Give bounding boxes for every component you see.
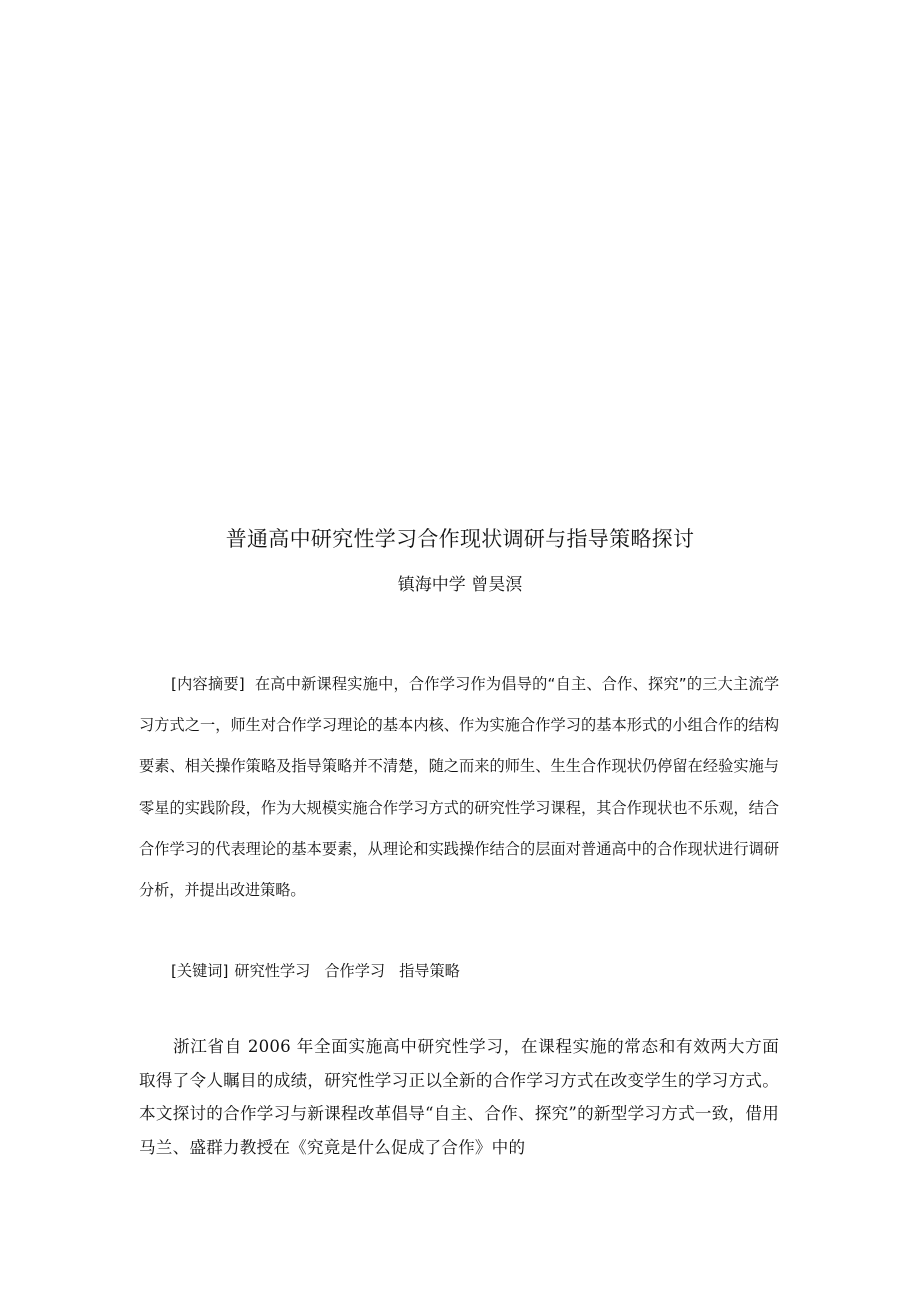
keyword-item: 合作学习	[324, 962, 386, 980]
keyword-item: 指导策略	[399, 962, 460, 980]
abstract-text: 在高中新课程实施中，合作学习作为倡导的“自主、合作、探究”的三大主流学习方式之一，师生对合作学习理论的基本内核、作为实施合作学习的基本形式的小组合作的结构要素、相关操作策略及指导策略并不清楚，随之而来的师生、生生合作现状仍停留在经验实施与零星的实践阶段，作为大规模实施合作学习方式的研究性学习课程，其合作现状也不乐观，结合合作学习的代表理论的基本要素，从理论和实践操作结合的层面对普通高中的合作现状进行调研分析，并提出改进策略。	[139, 675, 779, 900]
author-line: 镇海中学 曾昊溟	[397, 575, 523, 595]
body-paragraph: 浙江省自 2006 年全面实施高中研究性学习，在课程实施的常态和有效两大方面取得了令人瞩目的成绩，研究性学习正以全新的合作学习方式在改变学生的学习方式。本文探讨的合作学习与新课程改革倡导“自主、合作、探究”的新型学习方式一致，借用马兰、盛群力教授在《究竟是什么促成了合作》中的	[139, 1037, 779, 1157]
document-title: 普通高中研究性学习合作现状调研与指导策略探讨	[225, 527, 695, 551]
abstract-paragraph	[139, 664, 779, 911]
keyword-item: 研究性学习	[234, 962, 311, 980]
keywords-line	[171, 956, 474, 986]
keywords-tag: [关键词]	[171, 962, 229, 980]
abstract-tag: [内容摘要]	[171, 675, 245, 693]
